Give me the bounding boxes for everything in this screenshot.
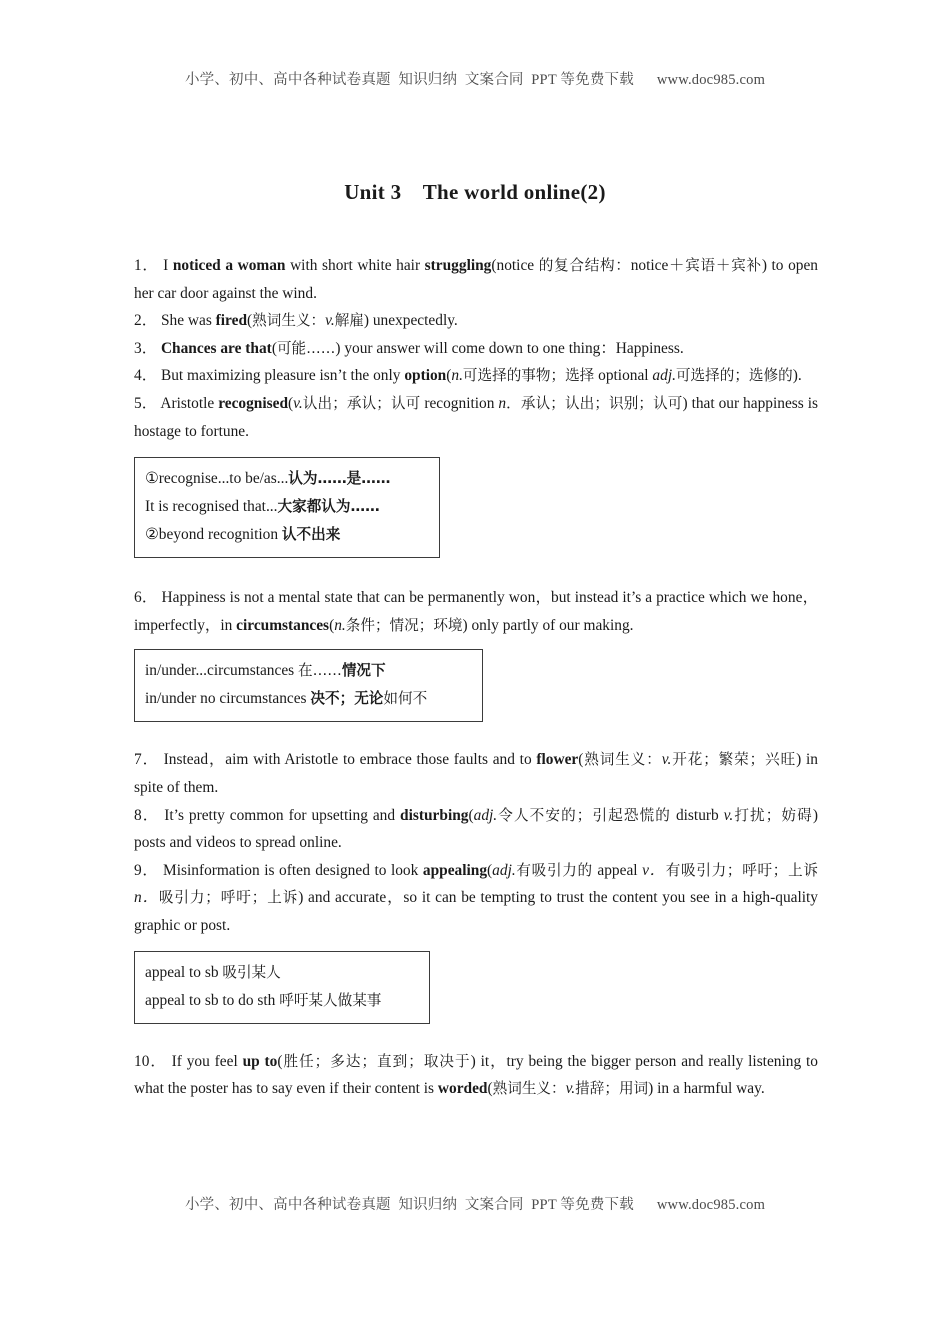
watermark-footer: 小学、初中、高中各种试卷真题 知识归纳 文案合同 PPT 等免费下载 www.doc985.com [184,1197,766,1213]
list-item: 4． But maximizing pleasure isn’t the only option(n.可选择的事物；选择 optional adj.可选择的；选修的). [134,367,802,385]
note-box-appeal-wrap [134,951,818,1024]
list-item: 6． Happiness is not a mental state that can be permanently won，but instead it’s a practice which we hone，imperfectly，in circumstances(n.条件；情况；环境) only partly of our making. [134,589,818,634]
list-item: 3． Chances are that(可能……) your answer will come down to one thing：Happiness. [134,339,684,357]
item-number: 9． [134,861,164,879]
document-body [134,252,818,1103]
list-item: 1． I noticed a woman with short white hair struggling(notice 的复合结构：notice＋宾语＋宾补) to open her car door against the wind. [134,257,818,302]
item-number: 7． [134,751,164,769]
item-number: 10． [134,1052,172,1070]
note-line: ②beyond recognition 认不出来 [145,526,341,544]
note-box-recognise-wrap [134,457,818,558]
item-number: 2． [134,312,161,330]
list-item: 8． It’s pretty common for upsetting and disturbing(adj.令人不安的；引起恐慌的 disturb v.打扰；妨碍) posts and videos to spread online. [134,806,818,852]
note-box-recognise [134,457,440,558]
list-item: 10． If you feel up to(胜任；多达；直到；取决于) it，try being the bigger person and really listening to what the poster has to say even if their content is worded(熟词生义：v.措辞；用词) in a harmful way. [134,1052,818,1098]
item-number: 4． [134,367,161,385]
note-box-circumstances [134,649,483,722]
item-number: 6． [134,589,162,607]
list-item: 5． Aristotle recognised(v.认出；承认；认可 recognition n．承认；认出；识别；认可) that our happiness is hostage to fortune. [134,394,818,440]
note-line: appeal to sb 吸引某人 [145,963,281,981]
note-line: in/under no circumstances 决不；无论如何不 [145,690,428,708]
spacer [134,722,818,746]
item-number: 5． [134,394,161,412]
spacer [134,558,818,584]
list-item: 2． She was fired(熟词生义：v.解雇) unexpectedly. [134,312,458,330]
item-number: 8． [134,806,165,824]
watermark-header: 小学、初中、高中各种试卷真题 知识归纳 文案合同 PPT 等免费下载 www.doc985.com [184,72,766,88]
list-item: 7． Instead，aim with Aristotle to embrace those faults and to flower(熟词生义：v.开花；繁荣；兴旺) in spite of them. [134,751,818,796]
note-box-circumstances-wrap [134,649,818,722]
list-item: 9． Misinformation is often designed to look appealing(adj.有吸引力的 appeal v．有吸引力；呼吁；上诉 n．吸引力；呼吁；上诉) and accurate，so it can be tempting to trust the content you see in a high-quality graphic or post. [134,861,818,934]
page-title: Unit 3 The world online(2) [344,180,606,204]
note-line: It is recognised that...大家都认为…… [145,498,380,516]
note-line: appeal to sb to do sth 呼吁某人做某事 [145,991,382,1009]
item-number: 3． [134,339,161,357]
note-line: ①recognise...to be/as...认为……是…… [145,470,391,488]
note-box-appeal [134,951,430,1024]
note-line: in/under...circumstances 在……情况下 [145,662,386,680]
spacer [134,1024,818,1048]
item-number: 1． [134,257,164,274]
